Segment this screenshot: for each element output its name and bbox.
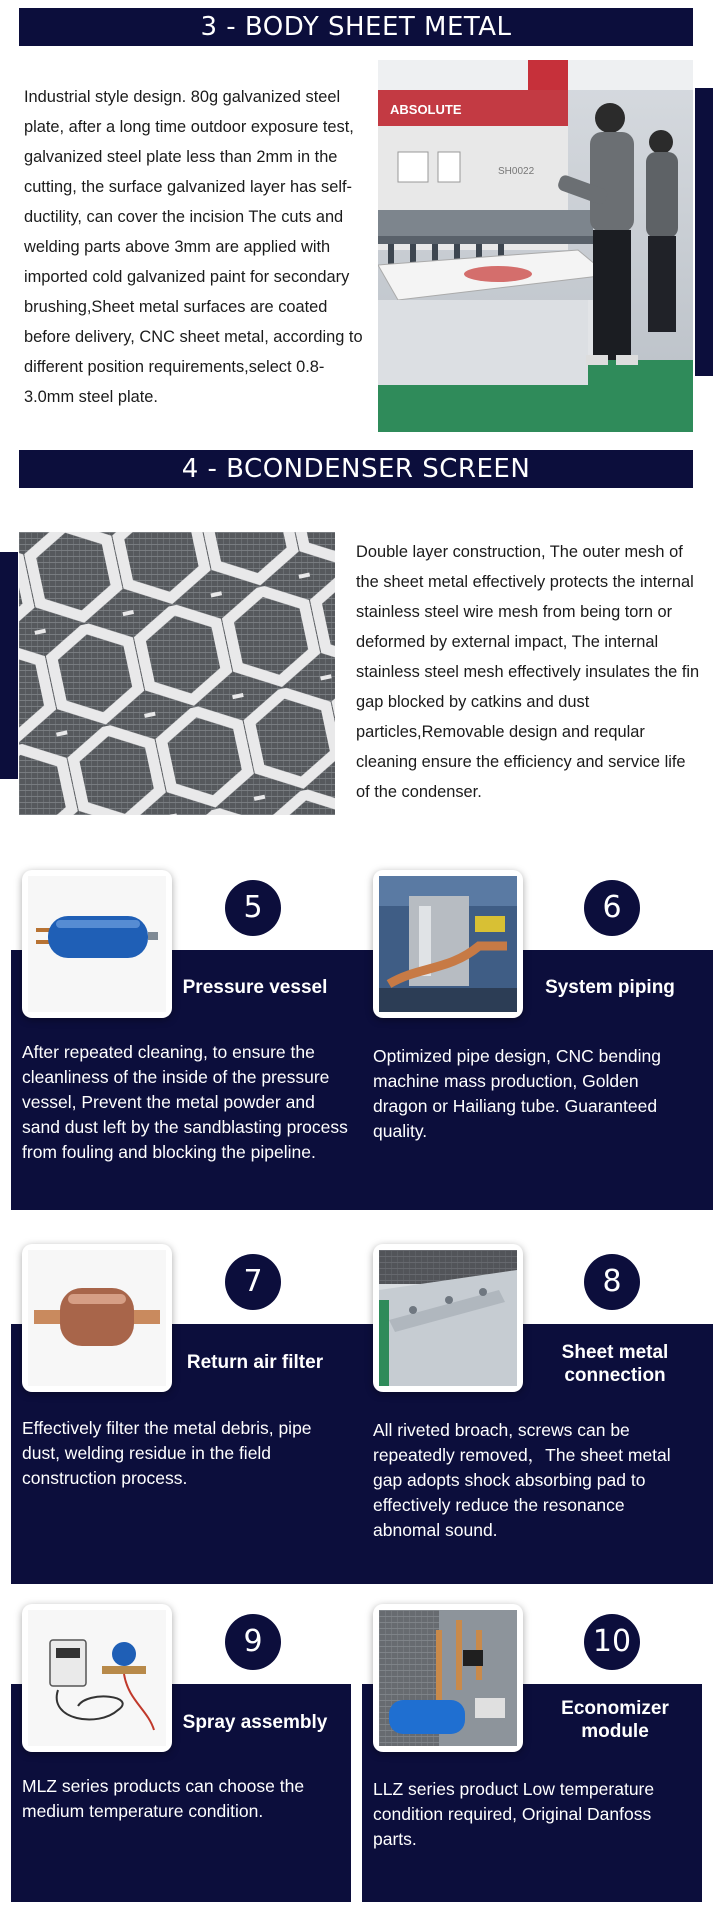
sheet-metal-factory-photo <box>378 60 693 432</box>
card-title-pressure-vessel: Pressure vessel <box>182 977 328 998</box>
card-number-6: 6 <box>584 880 640 936</box>
left-accent-bar <box>0 552 18 779</box>
card-title-system-piping: System piping <box>545 977 675 998</box>
card-body-return-air-filter: Effectively filter the metal debris, pipe dust, welding residue in the field construction process. <box>22 1418 312 1488</box>
spray-assembly-photo <box>22 1604 172 1752</box>
condenser-screen-photo <box>19 532 335 815</box>
machine-brand-text: ABSOLUTE <box>390 102 462 117</box>
card-body-spray-assembly: MLZ series products can choose the medium temperature condition. <box>22 1776 305 1821</box>
pressure-vessel-photo <box>22 870 172 1018</box>
card-body-pressure-vessel: After repeated cleaning, to ensure the cleanliness of the inside of the pressure vessel, Prevent the metal powder and sand dust left by the sandblasting process from fouling and blocking the pipeline. <box>22 1042 348 1162</box>
card-title-spray-assembly: Spray assembly <box>182 1712 328 1733</box>
card-number-7: 7 <box>225 1254 281 1310</box>
card-body-economizer-module: LLZ series product Low temperature condition required, Original Danfoss parts. <box>373 1779 655 1849</box>
section-4-text: Double layer construction, The outer mesh of the sheet metal effectively protects the internal stainless steel wire mesh from being torn or deformed by external impact, The internal stainless steel mesh effectively insulates the fin gap blocked by catkins and dust particles,Removable design and reqular cleaning ensure the efficiency and service life of the condenser. <box>356 543 700 801</box>
card-number-5: 5 <box>225 880 281 936</box>
card-number-8: 8 <box>584 1254 640 1310</box>
card-number-9: 9 <box>225 1614 281 1670</box>
card-title-economizer-module: Economizer module <box>561 1698 669 1742</box>
card-title-return-air-filter: Return air filter <box>186 1352 324 1373</box>
card-body-system-piping: Optimized pipe design, CNC bending machine mass production, Golden dragon or Hailiang tube. Guaranteed quality. <box>373 1046 661 1141</box>
card-body-sheet-metal-connection: All riveted broach, screws can be repeatedly removed，The sheet metal gap adopts shock absorbing pad to effectively reduce the resonance abnomal sound. <box>373 1420 671 1540</box>
economizer-module-photo <box>373 1604 523 1752</box>
card-number-10: 10 <box>584 1614 640 1670</box>
section-3-text: Industrial style design. 80g galvanized steel plate, after a long time outdoor exposure test, galvanized steel plate less than 2mm in the cutting, the surface galvanized layer has self-ductility, can cover the incision The cuts and welding parts above 3mm are applied with imported cold galvanized paint for secondary brushing,Sheet metal surfaces are coated before delivery, CNC sheet metal, according to different position requirements,select 0.8-3.0mm steel plate. <box>24 88 363 406</box>
section-3-heading: 3 - BODY SHEET METAL <box>19 8 693 46</box>
right-accent-bar <box>695 88 713 376</box>
return-air-filter-photo <box>22 1244 172 1392</box>
section-4-heading: 4 - BCONDENSER SCREEN <box>19 450 693 488</box>
card-title-sheet-metal-connection: Sheet metal connection <box>561 1342 669 1386</box>
machine-model-text: SH0022 <box>498 166 535 177</box>
sheet-metal-connection-photo <box>373 1244 523 1392</box>
system-piping-photo <box>373 870 523 1018</box>
